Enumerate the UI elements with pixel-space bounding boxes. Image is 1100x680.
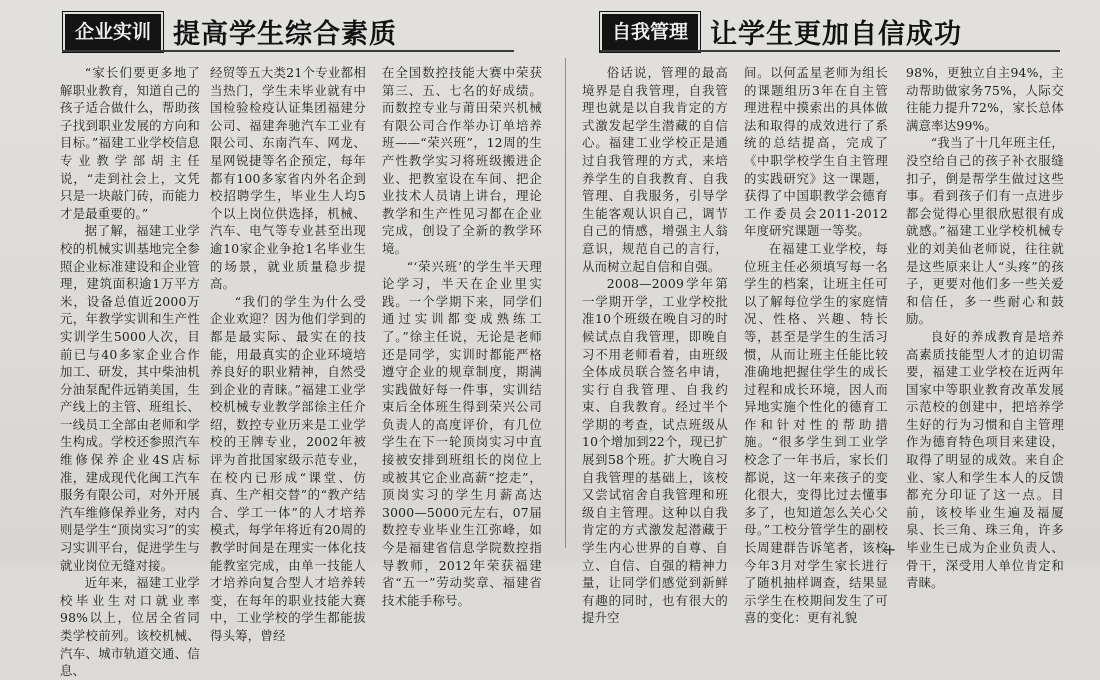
paragraph: 在福建工业学校，每位班主任必须填写每一名学生的档案，让班主任可以了解每位学生的家庭情况、性格、兴趣、特长等，甚至是学生的生活习惯，从而让班主任能比较准确地把握住学生的成长过程和成长环境，因人而异地实施个性化的德育工作和针对性的帮助措施。“很多学生到工业学校念了一年书后，家长们都说，这一年来孩子的变化很大，变得比过去懂事多了，也知道怎么关心父母。”工校分管学生的副校长周建群告诉笔者，该校今年3月对学生家长进行了随机抽样调查，结果显示学生在校期间发生了可喜的变化：更有礼貌 bbox=[744, 240, 888, 626]
text-column-2 bbox=[210, 64, 366, 643]
text-column-5 bbox=[744, 64, 888, 626]
headline bbox=[65, 12, 398, 50]
registration-mark: + bbox=[883, 540, 897, 559]
paragraph: 俗话说，管理的最高境界是自我管理，自我管理也就是以自我肯定的方式激发起学生潜藏的自信心。福建工业学校正是通过自我管理的方式，来培养学生的自我教育、自我管理、自我服务，引导学生能客观认识自己，调节自己的情感，增强主人翁意识，规范自己的言行，从而树立起自信和自强。 bbox=[582, 65, 728, 274]
paragraph: 2008—2009学年第一学期开学，工业学校批准10个班级在晚自习的时候试点自我管理，即晚自习不用老师看着，由班级全体成员联合签名申请，实行自我管理、自我约束、自我教育。经过半个学期的考查，试点班级从10个增加到22个，现已扩展到58个班。扩大晚自习自我管理的基础上，该校又尝试宿舍自我管理和班级自主管理。这种以自我肯定的方式激发起潜藏于学生内心世界的自尊、自立、自信、自强的精神力量，让同学们感觉到新鲜有趣的同时，也有很大的提升空 bbox=[582, 276, 728, 626]
paragraph: 近年来，福建工业学校毕业生对口就业率98%以上，位居全省同类学校前列。该校机械、汽车、城市轨道交通、信息、 bbox=[60, 575, 200, 679]
paragraph: 经贸等五大类21个专业都相当热门，学生未毕业就有中国检验检疫认证集团福建分公司、福建奔驰汽车工业有限公司、东南汽车、网龙、星网锐捷等名企预定，每年都有100多家省内外名企到校招聘学生，毕业生人均5个以上岗位供选择，机械、汽车、电气等专业甚至出现逾10家企业争抢1名毕业生的场景，就业质量稳步提高。 bbox=[210, 65, 366, 292]
paragraph: “家长们要更多地了解职业教育，知道自己的孩子适合做什么，帮助孩子找到职业发展的方向和目标。”福建工业学校信息专业教学部胡主任说，“走到社会上，文凭只是一块敲门砖，而能力才是最重要的。” bbox=[60, 65, 200, 221]
text-column-3 bbox=[382, 64, 542, 608]
section-tag: 自我管理 bbox=[602, 14, 698, 50]
paragraph: “我当了十几年班主任，没空给自己的孩子补衣服缝扣子，倒是帮学生做过这些事。看到孩子们有一点进步都会觉得心里很欣慰很有成就感。”福建工业学校机械专业的刘美仙老师说，往往就是这些原来让人“头疼”的孩子，更要对他们多一些关爱和信任，多一些耐心和鼓励。 bbox=[906, 135, 1064, 327]
text-column-4 bbox=[582, 64, 728, 626]
paragraph: 良好的养成教育是培养高素质技能型人才的迫切需要，福建工业学校在近两年国家中等职业教育改革发展示范校的创建中，把培养学生好的行为习惯和自主管理作为德育特色项目来建设，取得了明显的成效。来自企业、家人和学生本人的反馈都充分印证了这一点。目前，该校毕业生遍及福厦泉、长三角、珠三角，许多毕业生已成为企业负责人、骨干，深受用人单位肯定和青睐。 bbox=[906, 328, 1064, 591]
paragraph: “我们的学生为什么受企业欢迎？因为他们学到的都是最实际、最实在的技能，用最真实的企业环境培养良好的职业精神，自然受到企业的青睐。”福建工业学校机械专业教学部徐主任介绍，数控专业历来是工业学校的王牌专业，2002年被评为首批国家级示范专业，在校内已形成“课堂、仿真、生产相交替”的“教产结合、学工一体”的人才培养模式，每学年将近有20周的教学时间是在理实一体化技能教室完成，由单一技能人才培养向复合型人才培养转变，在每年的职业技能大赛中，工业学校的学生都能拔得头筹，曾经 bbox=[210, 293, 366, 643]
article-title: 让学生更加自信成功 bbox=[710, 19, 963, 50]
text-column-6 bbox=[906, 64, 1064, 591]
text-column-1 bbox=[60, 64, 200, 679]
paragraph: 在全国数控技能大赛中荣获第三、五、七名的好成绩。而数控专业与莆田荣兴机械有限公司合作举办订单培养班——“荣兴班”，12周的生产性教学实习将班级搬进企业、把教室设在车间、把企业技术人员请上讲台，理论教学和生产性见习都在企业完成，创设了全新的教学环境。 bbox=[382, 65, 542, 256]
paragraph: 间。以何孟星老师为组长的课题组历3年在自主管理进程中摸索出的具体做法和取得的成效进行了系统的总结提高，完成了《中职学校学生自主管理的实践研究》这一课题，获得了中国职教学会德育工作委员会2011-2012年度研究课题一等奖。 bbox=[744, 65, 888, 239]
article-title: 提高学生综合素质 bbox=[173, 19, 398, 50]
headline bbox=[602, 12, 963, 50]
headline-rule bbox=[62, 50, 514, 52]
section-tag: 企业实训 bbox=[65, 14, 161, 50]
paragraph: “‘荣兴班’的学生半天理论学习，半天在企业里实践。一个学期下来，同学们通过实训都变成熟练工了。”徐主任说，无论是老师还是同学，实训时都能严格遵守企业的规章制度，期满实践做好每一件事，实训结束后全体班生得到荣兴公司负责人的高度评价，有几位学生在下一轮顶岗实习中直接被安排到班组长的岗位上或被其它企业高薪“挖走”，顶岗实习的学生月薪高达3000—5000元左右，07届数控专业毕业生江弥峰，如今是福建省信息学院数控指导教师，2012年荣获福建省“五一”劳动奖章、福建省技术能手称号。 bbox=[382, 258, 542, 608]
paragraph: 98%，更独立自主94%，主动帮助做家务75%，人际交往能力提升72%，家长总体满意率达99%。 bbox=[906, 65, 1064, 133]
paragraph: 据了解，福建工业学校的机械实训基地完全参照企业标准建设和企业管理，建筑面积逾1万平方米，设备总值近2000万元，年教学实训和生产性实训学生5000人次，目前已与40多家企业合作加工、研发，其中柴油机分油泵配件远销美国，生产线上的主管、班组长、一线员工全部由老师和学生构成。学校还参照汽车维修保养企业4S店标准，建成现代化闽工汽车服务有限公司，对外开展汽车维修保养业务，对内则是学生“顶岗实习”的实习实训平台，促进学生与就业岗位无缝对接。 bbox=[60, 223, 200, 573]
article-self-management bbox=[560, 0, 1100, 626]
headline-rule bbox=[600, 50, 1060, 52]
